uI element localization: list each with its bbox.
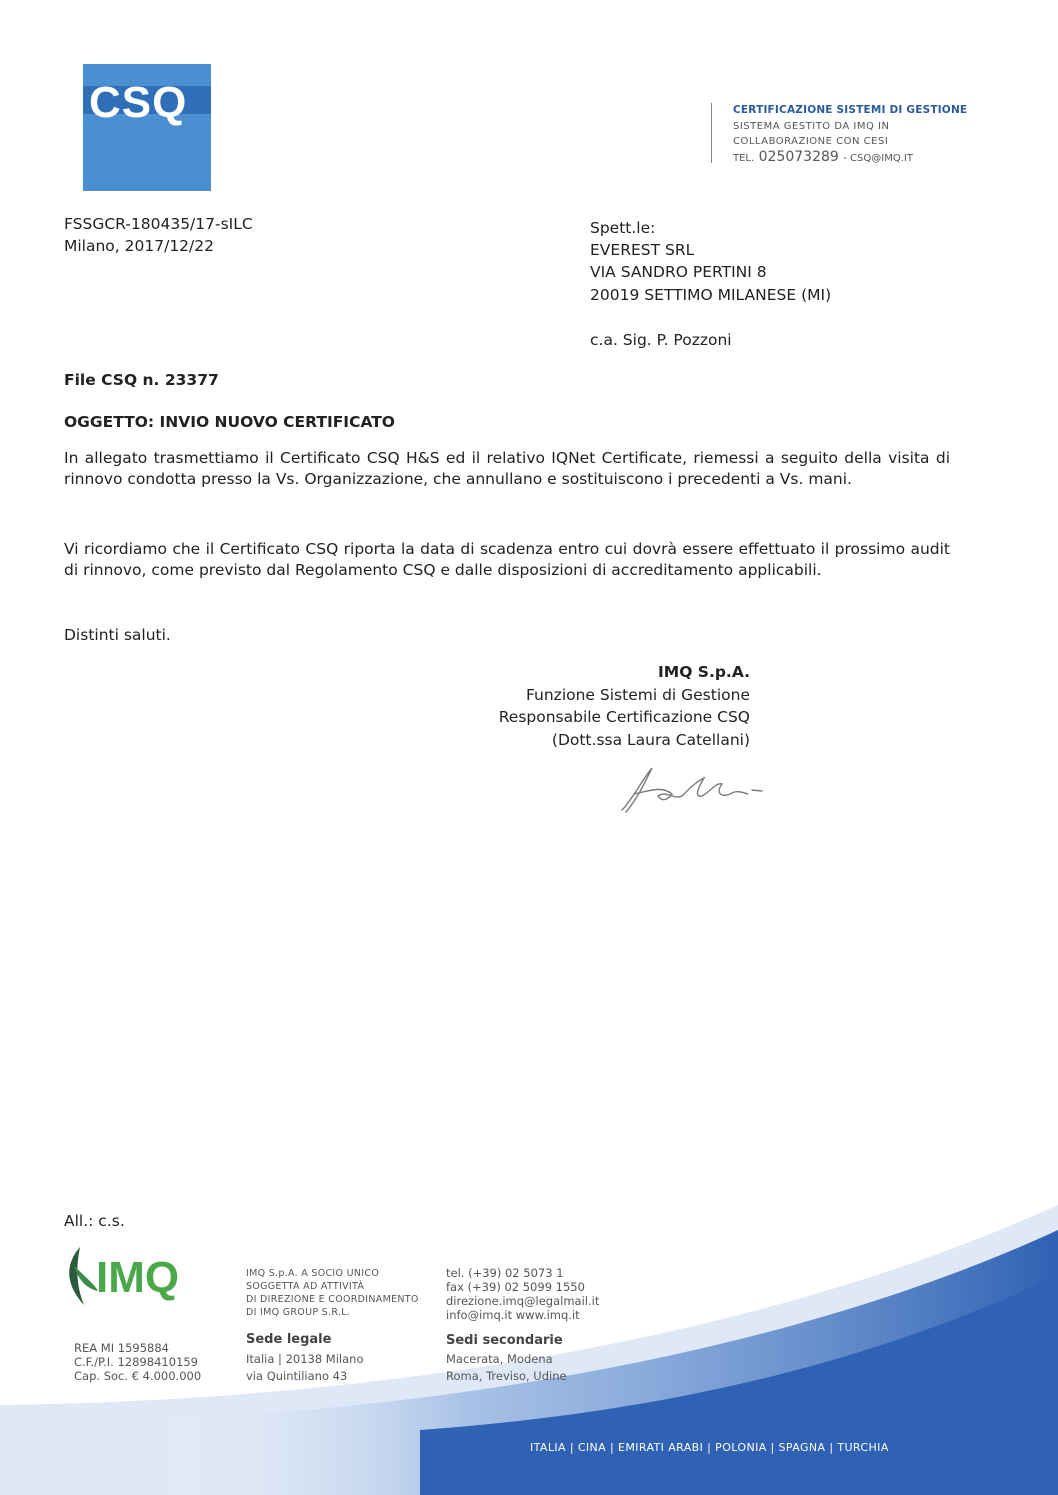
footer-countries: ITALIA | CINA | EMIRATI ARABI | POLONIA | SPAGNA | TURCHIA [530, 1441, 889, 1454]
footer-company-line-1: IMQ S.p.A. A SOCIO UNICO [246, 1268, 380, 1279]
recipient-city: 20019 SETTIMO MILANESE (MI) [590, 286, 832, 304]
footer-sedi-label: Sedi secondarie [446, 1333, 563, 1348]
header-contact [733, 149, 913, 165]
signature-company: IMQ S.p.A. [658, 663, 750, 681]
footer-company-line-3: DI DIREZIONE E COORDINAMENTO [246, 1294, 419, 1305]
csq-logo [83, 64, 211, 191]
footer-web: info@imq.it www.imq.it [446, 1308, 580, 1322]
footer-sede-legale-label: Sede legale [246, 1332, 332, 1347]
footer-rea: REA MI 1595884 [74, 1341, 169, 1355]
recipient-name: EVEREST SRL [590, 241, 695, 259]
recipient-attention: c.a. Sig. P. Pozzoni [590, 331, 732, 349]
header-title: CERTIFICAZIONE SISTEMI DI GESTIONE [733, 104, 968, 116]
attachments: All.: c.s. [64, 1212, 125, 1230]
footer-company-line-4: DI IMQ GROUP S.R.L. [246, 1307, 351, 1318]
signature-role: Responsabile Certificazione CSQ [498, 708, 750, 726]
header-line-1: SISTEMA GESTITO DA IMQ IN [733, 121, 890, 132]
imq-logo-text: IMQ [96, 1253, 180, 1302]
paragraph-2: Vi ricordiamo che il Certificato CSQ riporta la data di scadenza entro cui dovrà essere effettuato il prossimo audit di rinnovo, come previsto dal Regolamento CSQ e dalle disposizioni di accreditamento applicabili. [64, 540, 950, 579]
footer-email: direzione.imq@legalmail.it [446, 1294, 600, 1308]
signature-function: Funzione Sistemi di Gestione [525, 686, 750, 704]
recipient-salutation: Spett.le: [590, 219, 656, 237]
reference-place-date: Milano, 2017/12/22 [64, 237, 214, 255]
footer-cf: C.F./P.I. 12898410159 [74, 1355, 198, 1369]
handwritten-signature [612, 760, 782, 820]
header-tel-prefix: TEL. [733, 153, 755, 164]
paragraph-1: In allegato trasmettiamo il Certificato CSQ H&S ed il relativo IQNet Certificate, riemessi a seguito della visita di rinnovo condotta presso la Vs. Organizzazione, che annullano e sostituiscono i precedenti a Vs. mani. [64, 449, 950, 488]
reference-code: FSSGCR-180435/17-sILC [64, 215, 253, 233]
header-line-2: COLLABORAZIONE CON CESI [733, 136, 889, 147]
footer-sede-legale-line-1: Italia | 20138 Milano [246, 1352, 364, 1366]
footer-sedi-line-1: Macerata, Modena [446, 1352, 553, 1366]
signature-person: (Dott.ssa Laura Catellani) [551, 731, 750, 749]
footer-fax: fax (+39) 02 5099 1550 [446, 1280, 585, 1294]
footer-sede-legale-line-2: via Quintiliano 43 [246, 1369, 348, 1383]
footer-company-line-2: SOGGETTA AD ATTIVITÀ [246, 1281, 365, 1292]
header-tel: 025073289 [758, 149, 839, 165]
footer-tel: tel. (+39) 02 5073 1 [446, 1266, 564, 1280]
csq-logo-text: CSQ [89, 78, 188, 127]
recipient-street: VIA SANDRO PERTINI 8 [590, 263, 767, 281]
header-divider [711, 103, 712, 163]
header-email: - CSQ@IMQ.IT [843, 153, 913, 164]
file-reference: File CSQ n. 23377 [64, 371, 219, 389]
closing: Distinti saluti. [64, 626, 171, 644]
footer-capital: Cap. Soc. € 4.000.000 [74, 1369, 202, 1383]
footer-sedi-line-2: Roma, Treviso, Udine [446, 1369, 567, 1383]
imq-logo [62, 1245, 212, 1307]
subject: OGGETTO: INVIO NUOVO CERTIFICATO [64, 413, 395, 431]
